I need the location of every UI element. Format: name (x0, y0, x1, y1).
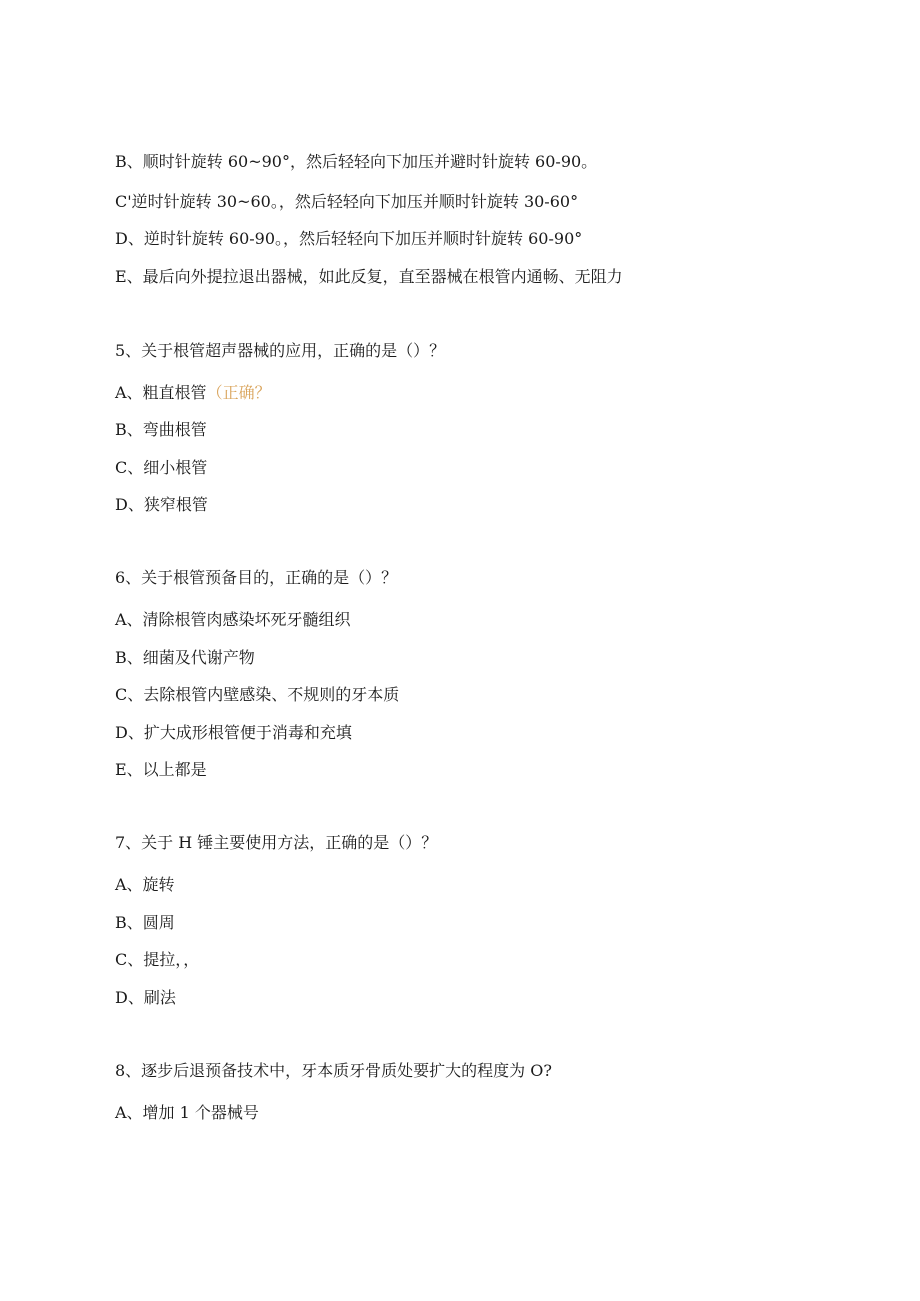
q4-option-c: C'逆时针旋转 30~60。，然后轻轻向下加压并顺时针旋转 30-60° (115, 192, 579, 211)
q5-answer-note: （正确？ (206, 383, 271, 402)
q6-question: 6、关于根管预备目的，正确的是（）？ (115, 568, 398, 587)
q4-option-e: E、最后向外提拉退出器械，如此反复，直至器械在根管内通畅、无阻力 (115, 267, 623, 286)
q7-option-b: B、圆周 (115, 913, 175, 932)
q7-option-c: C、提拉，， (115, 950, 200, 969)
q7-question: 7、关于 H 锤主要使用方法，正确的是（）？ (115, 833, 438, 852)
q6-option-c: C、去除根管内壁感染、不规则的牙本质 (115, 685, 400, 704)
q5-option-d: D、狭窄根管 (115, 495, 208, 514)
q4-option-b: B、顺时针旋转 60~90°，然后轻轻向下加压并避时针旋转 60-90。 (115, 152, 598, 171)
q4-option-d: D、逆时针旋转 60-90。，然后轻轻向下加压并顺时针旋转 60-90° (115, 229, 583, 248)
q5-option-b: B、弯曲根管 (115, 420, 207, 439)
q7-option-a: A、旋转 (115, 875, 175, 894)
q8-option-a: A、增加 1 个器械号 (115, 1103, 259, 1122)
q6-option-b: B、细菌及代谢产物 (115, 648, 255, 667)
q7-option-d: D、刷法 (115, 988, 176, 1007)
q6-option-d: D、扩大成形根管便于消毒和充填 (115, 723, 352, 742)
q6-option-e: E、以上都是 (115, 760, 207, 779)
q5-option-a (115, 383, 271, 403)
q5-option-c: C、细小根管 (115, 458, 208, 477)
q8-question: 8、逐步后退预备技术中，牙本质牙骨质处要扩大的程度为 O? (115, 1061, 552, 1080)
q5-question: 5、关于根管超声器械的应用，正确的是（）？ (115, 341, 446, 360)
q5-option-a-text: A、粗直根管 (115, 383, 207, 402)
q6-option-a: A、清除根管肉感染坏死牙髓组织 (115, 610, 351, 629)
